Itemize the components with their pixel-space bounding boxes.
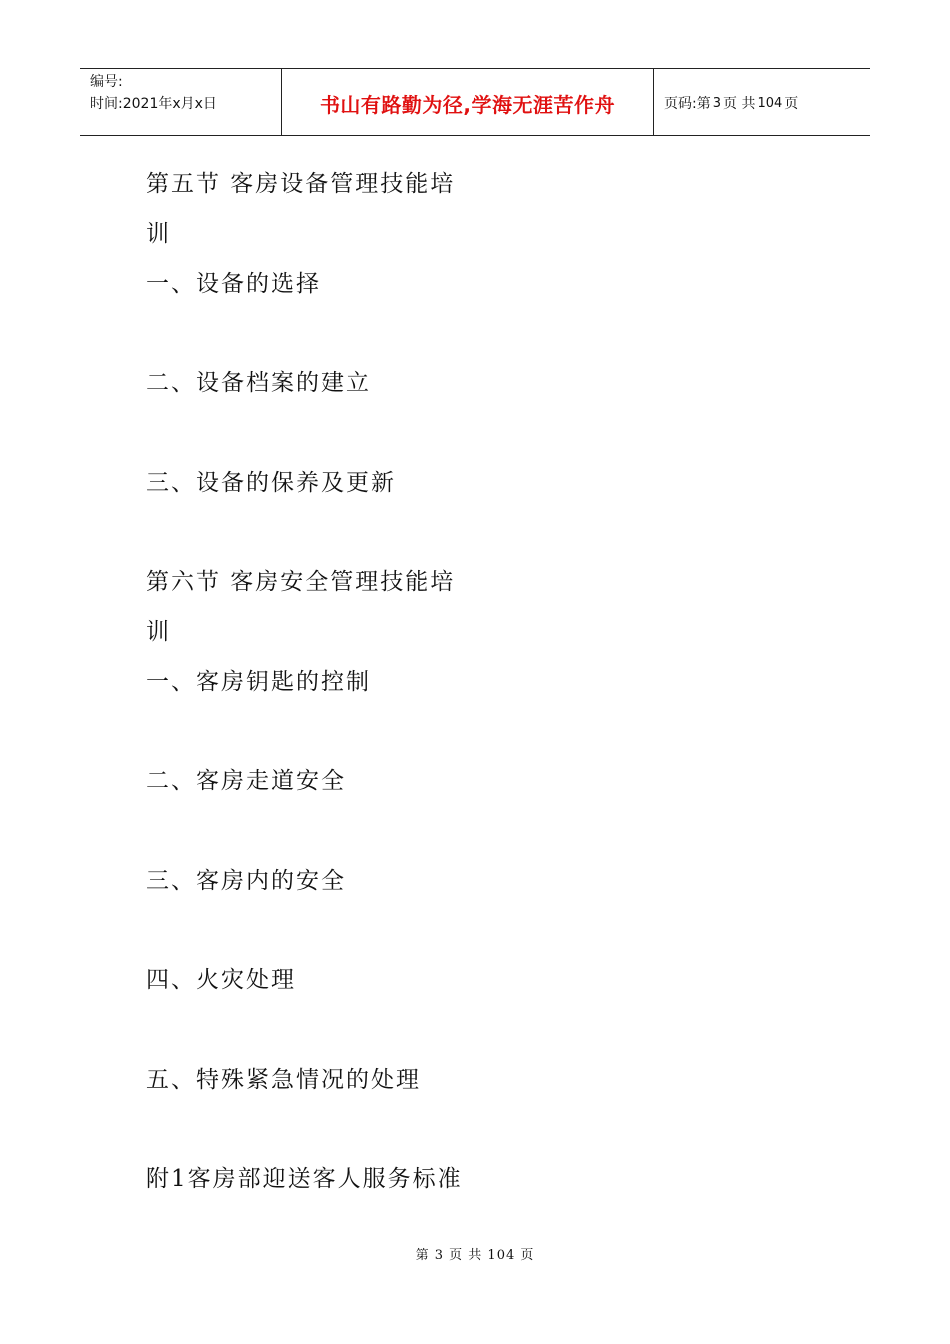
page-header xyxy=(80,68,870,136)
page-mid: 页 共 xyxy=(723,96,756,112)
header-meta-cell xyxy=(80,69,282,135)
header-motto: 书山有路勤为径,学海无涯苦作舟 xyxy=(319,93,616,117)
page-suffix: 页 xyxy=(784,96,799,112)
section-6-item-4: 四、火灾处理 xyxy=(146,967,296,993)
page-current: 3 xyxy=(712,95,721,111)
section-5-item-3: 三、设备的保养及更新 xyxy=(146,470,396,496)
section-6-item-3: 三、客房内的安全 xyxy=(146,868,346,894)
header-motto-cell xyxy=(282,69,654,135)
appendix-1: 附1客房部迎送客人服务标准 xyxy=(146,1166,463,1192)
section-5-title-line2: 训 xyxy=(146,221,171,247)
section-6-title-line1: 第六节 客房安全管理技能培 xyxy=(146,569,456,595)
section-6-item-1: 一、客房钥匙的控制 xyxy=(146,669,371,695)
header-page-cell xyxy=(654,69,870,135)
page-footer: 第 3 页 共 104 页 xyxy=(415,1248,535,1263)
section-5-item-1: 一、设备的选择 xyxy=(146,271,321,297)
section-5-item-2: 二、设备档案的建立 xyxy=(146,370,371,396)
document-time-label: 时间:2021年x月x日 xyxy=(90,96,217,112)
page-total: 104 xyxy=(757,95,783,111)
page-prefix: 页码:第 xyxy=(664,96,711,112)
section-6-item-2: 二、客房走道安全 xyxy=(146,768,346,794)
document-number-label: 编号: xyxy=(90,74,123,90)
section-6-title-line2: 训 xyxy=(146,619,171,645)
section-6-item-5: 五、特殊紧急情况的处理 xyxy=(146,1067,421,1093)
section-5-title-line1: 第五节 客房设备管理技能培 xyxy=(146,171,456,197)
